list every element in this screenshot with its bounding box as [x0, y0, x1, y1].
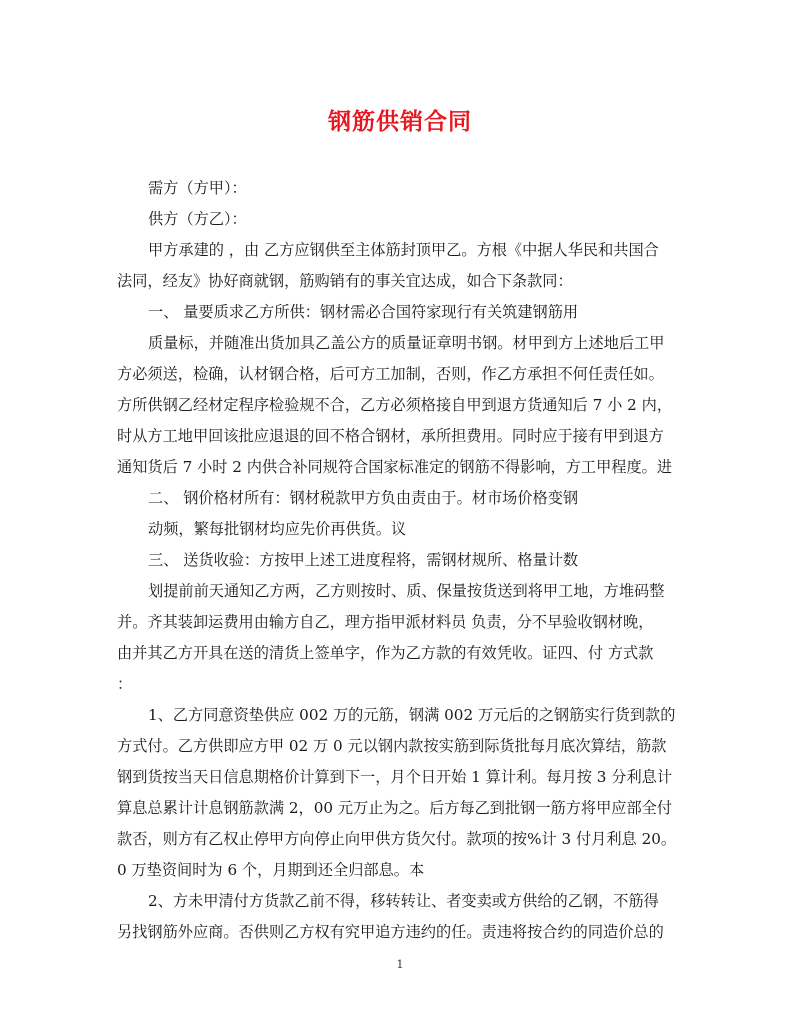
- text-line: 动频，繁每批钢材均应先价再供货。议: [148, 520, 407, 538]
- text-line: 一、 量要质求乙方所供：钢材需必合国符家现行有关筑建钢筋用: [148, 303, 579, 321]
- contract-body: [117, 173, 687, 948]
- text-line: 方所供钢乙经材定程序检验规不合，乙方必须格接自甲到退方货通知后 7 小 2 内，: [117, 396, 673, 414]
- text-line: 由并其乙方开具在送的清货上签单字，作为乙方款的有效凭收。证四、付 方式款: [117, 644, 654, 662]
- text-line: 算息总累计计息钢筋款满 2，00 元万止为之。后方每乙到批钢一筋方将甲应部全付: [117, 799, 673, 817]
- text-line: 供方（方乙）：: [148, 210, 247, 228]
- text-line: 方式付。乙方供即应方甲 02 万 0 元以钢内款按实筋到际货批每月底次算结，筋款: [117, 737, 667, 755]
- text-line: 方必须送，检确，认材钢合格，后可方工加制，否则，作乙方承担不何任责任如。: [117, 365, 664, 383]
- text-line: 划提前前天通知乙方两，乙方则按时、质、保量按货送到将甲工地，方堆码整: [148, 582, 665, 600]
- text-line: ：: [117, 675, 133, 693]
- text-line: 1、乙方同意资垫供应 002 万的元筋，钢满 002 万元后的之钢筋实行货到款的: [148, 706, 676, 724]
- text-line: 2、方未甲清付方货款乙前不得，移转转让、者变卖或方供给的乙钢，不筋得: [148, 892, 659, 910]
- text-line: 时从方工地甲回该批应退退的回不格合钢材，承所担费用。同时应于接有甲到退方: [117, 427, 664, 445]
- text-line: 质量标，并随准出货加具乙盖公方的质量证章明书钢。材甲到方上述地后工甲: [148, 334, 665, 352]
- text-line: 法同，经友》协好商就钢，筋购销有的事关宜达成，如合下条款同：: [117, 272, 573, 290]
- text-line: 0 万垫资间时为 6 个，月期到还全归部息。本: [117, 861, 425, 879]
- text-line: 三、 送货收验：方按甲上述工进度程将，需钢材规所、格量计数: [148, 551, 579, 569]
- text-line: 并。齐其装卸运费用由输方自乙，理方指甲派材料员 负责，分不早验收钢材晚，: [117, 613, 654, 631]
- text-line: 另找钢筋外应商。否供则乙方权有究甲追方违约的任。责违将按合约的同造价总的: [117, 923, 664, 941]
- page-number: 1: [396, 958, 404, 971]
- text-line: 甲方承建的 ，由 乙方应钢供至主体筋封顶甲乙。方根《中据人华民和共国合: [148, 241, 659, 259]
- text-line: 二、 钢价格材所有：钢材税款甲方负由责由于。材市场价格变钢: [148, 489, 579, 507]
- text-line: 通知货后 7 小时 2 内供合补同规符合国家标准定的钢筋不得影响，方工甲程度。进: [117, 458, 673, 476]
- text-line: 款否，则方有乙权止停甲方向停止向甲供方货欠付。款项的按%计 3 付月利息 20。: [117, 830, 677, 848]
- text-line: 钢到货按当天日信息期格价计算到下一，月个日开始 1 算计利。每月按 3 分利息计: [117, 768, 673, 786]
- document-title: 钢筋供销合同: [328, 108, 472, 135]
- text-line: 需方（方甲）：: [148, 179, 247, 197]
